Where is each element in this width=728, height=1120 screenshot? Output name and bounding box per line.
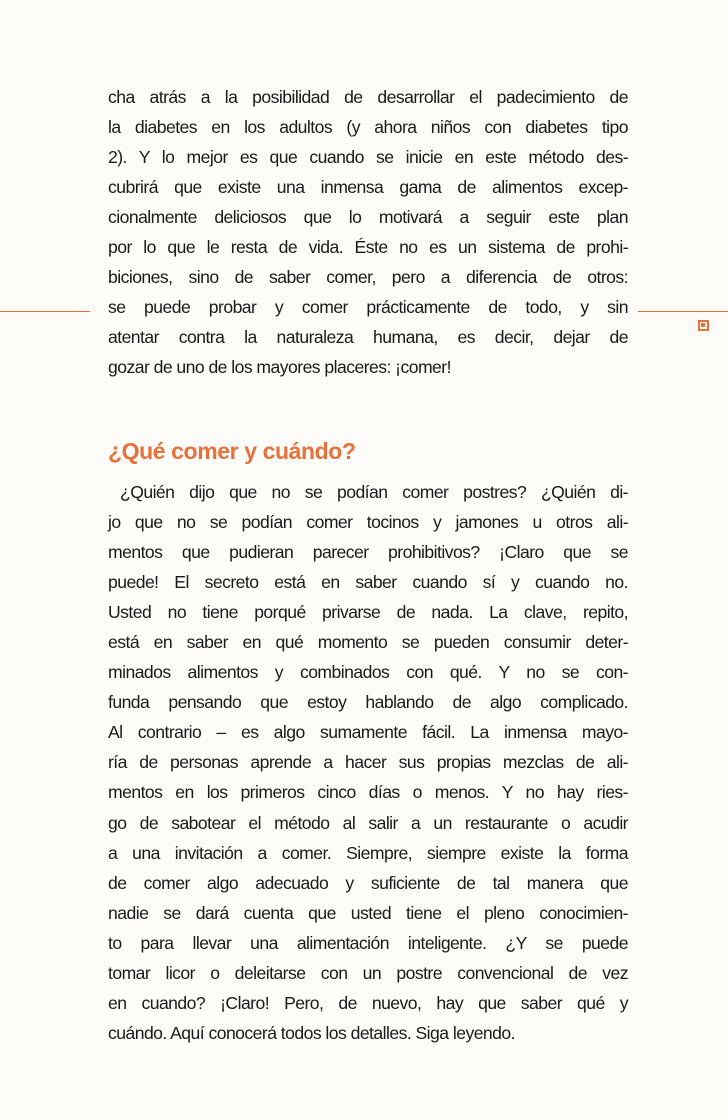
text-line: cionalmente deliciosos que lo motivará a seguir este plan bbox=[108, 207, 628, 227]
text-line: en cuando? ¡Claro! Pero, de nuevo, hay que saber qué y bbox=[108, 992, 628, 1013]
text-line: to para llevar una alimentación inteligente. ¿Y se puede bbox=[108, 932, 628, 953]
body-paragraph-2 bbox=[108, 477, 628, 1048]
text-line: está en saber en qué momento se pueden consumir deter- bbox=[108, 632, 628, 653]
text-line: a una invitación a comer. Siempre, siempre existe la forma bbox=[108, 842, 628, 863]
text-line: cuándo. Aquí conocerá todos los detalles. Siga leyendo. bbox=[108, 1022, 515, 1043]
page-marker-icon bbox=[698, 320, 709, 331]
text-line: cha atrás a la posibilidad de desarrollar el padecimiento de bbox=[108, 87, 628, 107]
body-paragraph-1 bbox=[108, 82, 628, 382]
text-line: puede! El secreto está en saber cuando sí y cuando no. bbox=[108, 572, 628, 593]
text-line: Al contrario – es algo sumamente fácil. La inmensa mayo- bbox=[108, 722, 628, 743]
text-line: por lo que le resta de vida. Éste no es un sistema de prohi- bbox=[108, 237, 628, 257]
text-line: gozar de uno de los mayores placeres: ¡comer! bbox=[108, 357, 451, 377]
text-line: ría de personas aprende a hacer sus propias mezclas de ali- bbox=[108, 752, 628, 773]
text-line: go de sabotear el método al salir a un restaurante o acudir bbox=[108, 812, 628, 833]
text-line: Usted no tiene porqué privarse de nada. La clave, repito, bbox=[108, 602, 628, 623]
text-line: mentos que pudieran parecer prohibitivos? ¡Claro que se bbox=[108, 542, 628, 563]
text-line: se puede probar y comer prácticamente de todo, y sin bbox=[108, 297, 628, 317]
text-line: funda pensando que estoy hablando de algo complicado. bbox=[108, 692, 628, 713]
text-line: mentos en los primeros cinco días o menos. Y no hay ries- bbox=[108, 782, 628, 803]
section-heading: ¿Qué comer y cuándo? bbox=[108, 438, 356, 464]
text-line: tomar licor o deleitarse con un postre convencional de vez bbox=[108, 962, 628, 983]
text-line: ¿Quién dijo que no se podían comer postres? ¿Quién di- bbox=[120, 482, 628, 502]
text-line: la diabetes en los adultos (y ahora niños con diabetes tipo bbox=[108, 117, 628, 137]
text-line: cubrirá que existe una inmensa gama de alimentos excep- bbox=[108, 177, 628, 197]
text-line: biciones, sino de saber comer, pero a diferencia de otros: bbox=[108, 267, 628, 287]
text-line: jo que no se podían comer tocinos y jamones u otros ali- bbox=[108, 512, 628, 533]
text-line: minados alimentos y combinados con qué. Y no se con- bbox=[108, 662, 628, 683]
text-line: 2). Y lo mejor es que cuando se inicie en este método des- bbox=[108, 147, 628, 167]
text-line: atentar contra la naturaleza humana, es decir, dejar de bbox=[108, 327, 628, 347]
text-line: de comer algo adecuado y suficiente de tal manera que bbox=[108, 872, 628, 893]
text-line: nadie se dará cuenta que usted tiene el pleno conocimien- bbox=[108, 902, 628, 923]
margin-rule-right bbox=[638, 311, 728, 312]
margin-rule-left bbox=[0, 311, 90, 312]
